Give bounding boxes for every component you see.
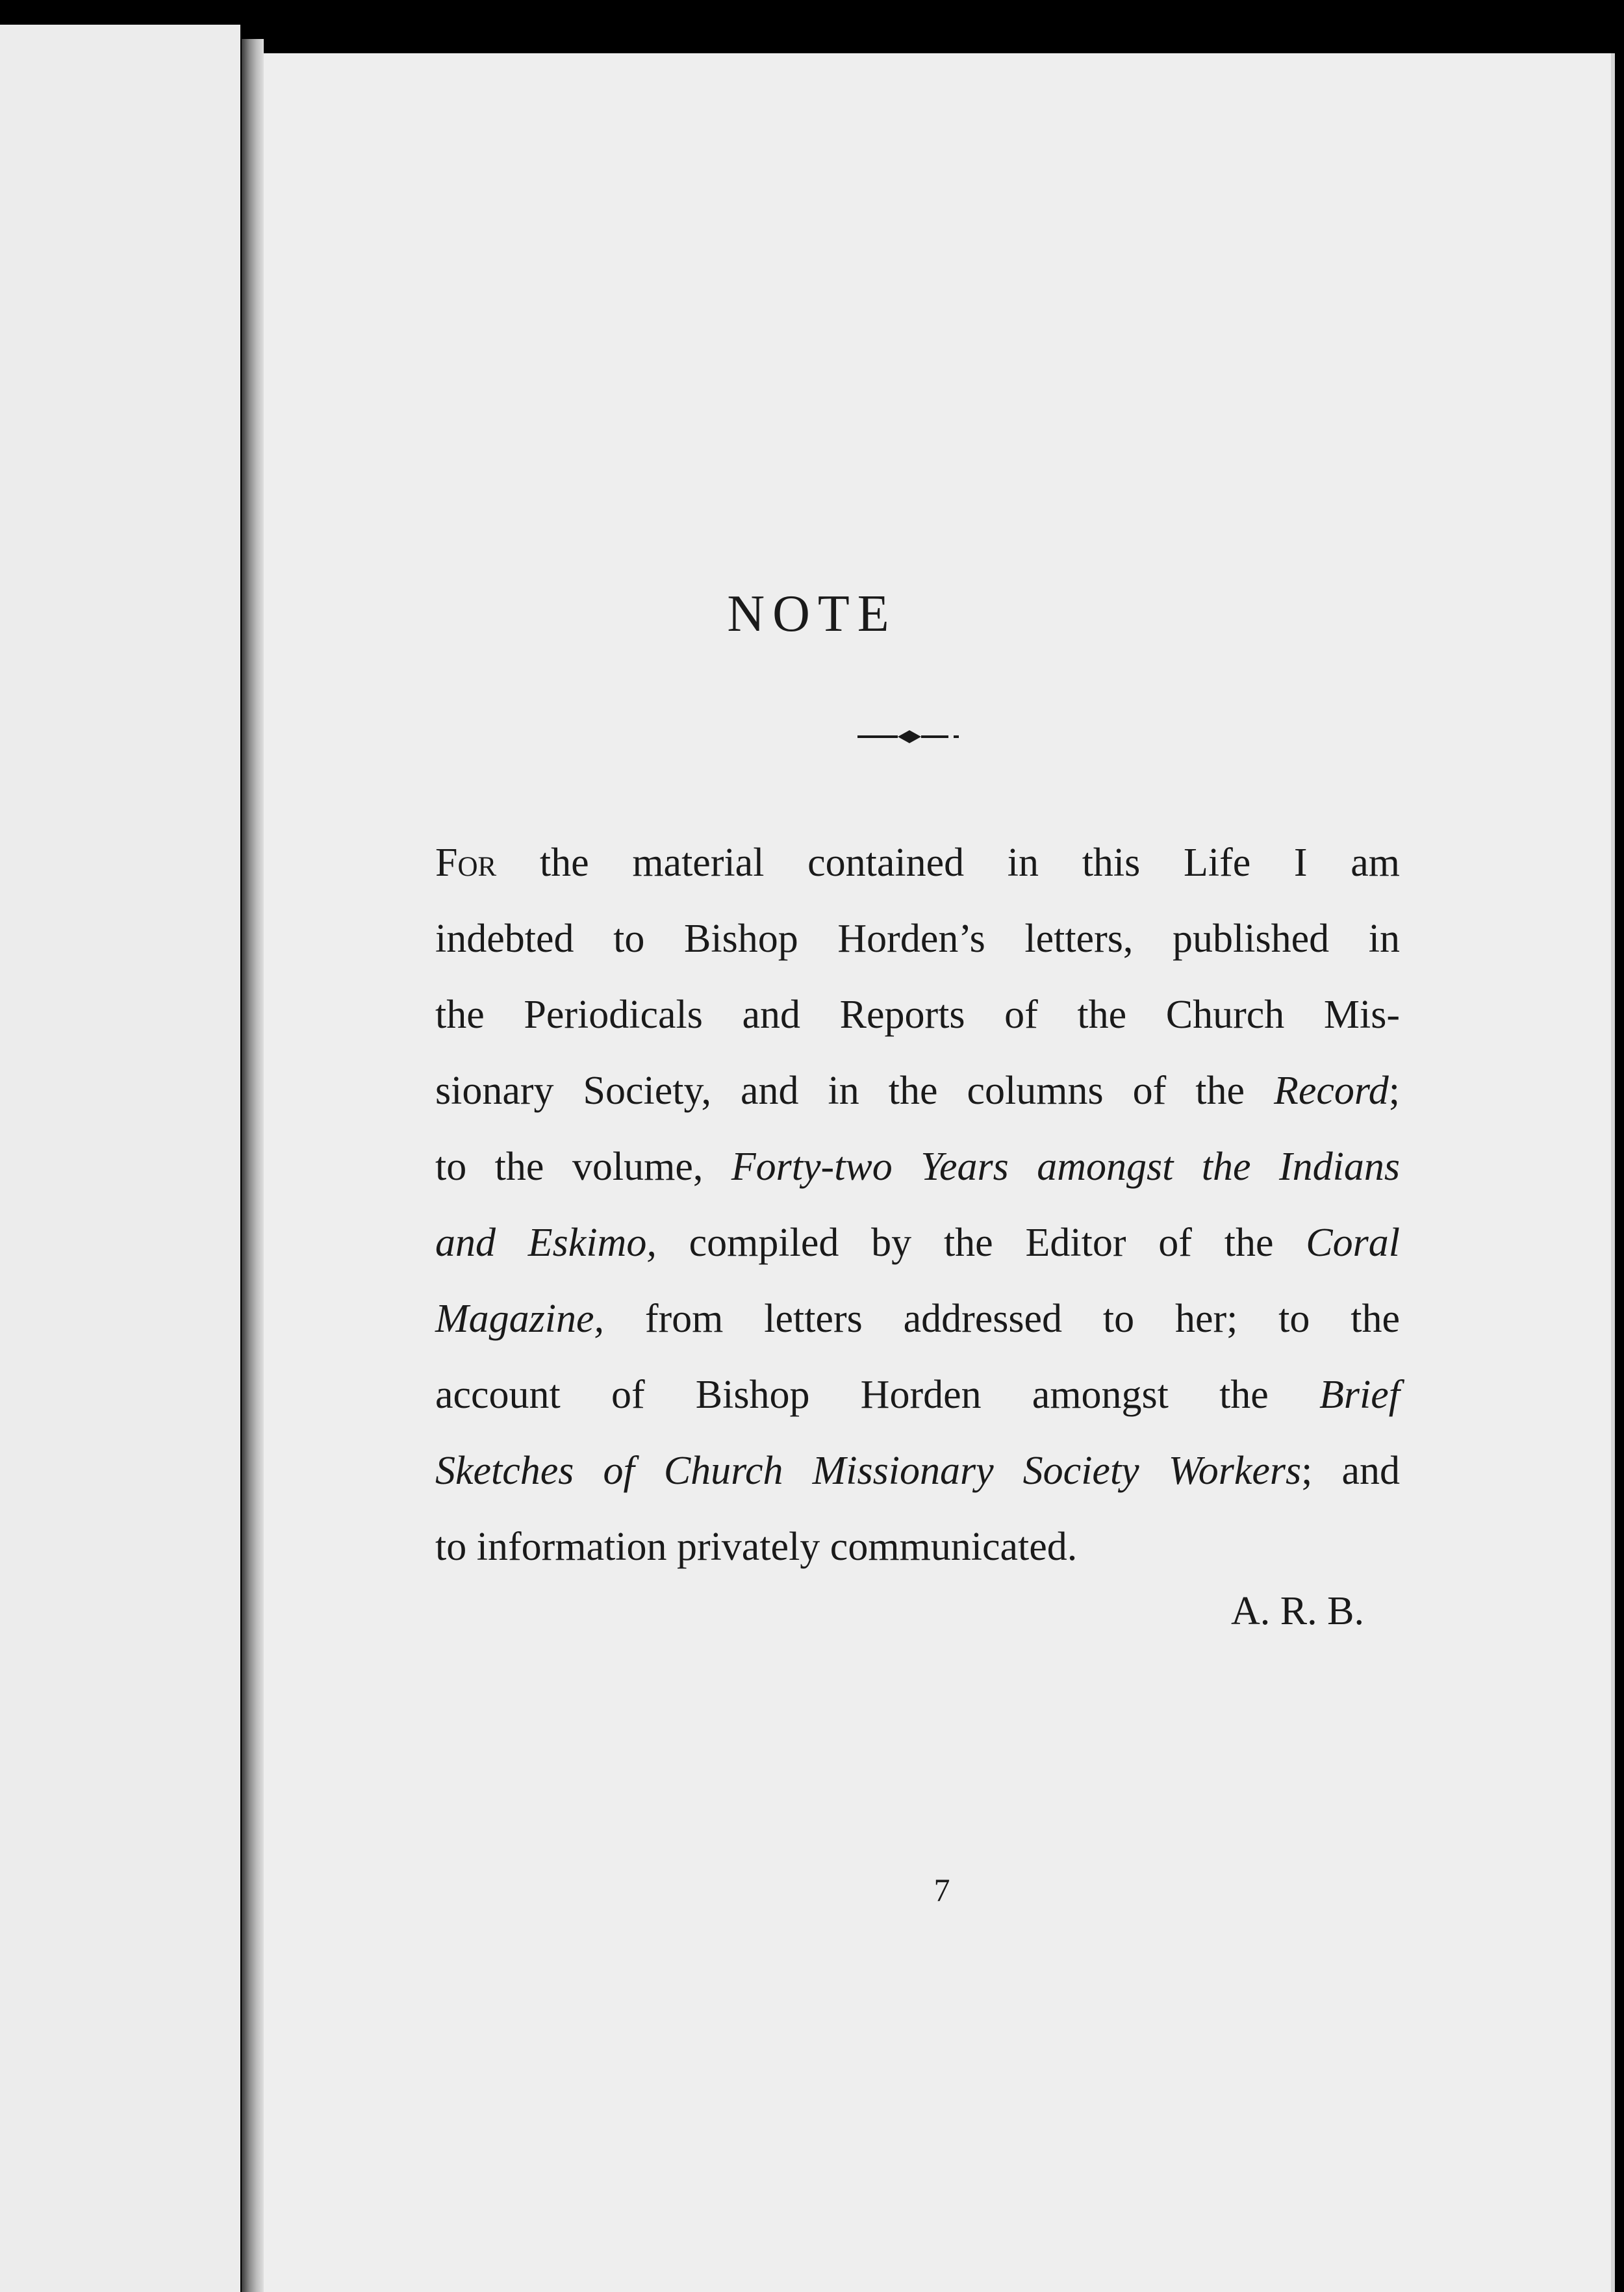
- body-line-1-rest: the material contained in this Life I am: [496, 841, 1400, 885]
- body-line-10: to information privately communicated.: [435, 1525, 1078, 1569]
- body-line-5: [435, 1129, 1400, 1205]
- body-line-2: indebted to Bishop Horden’s letters, published in: [435, 917, 1400, 961]
- sketches-title-part-2: Sketches of Church Missionary Society Workers: [435, 1449, 1302, 1493]
- book-gutter: [242, 39, 264, 2292]
- note-body: [435, 825, 1400, 1585]
- page-edge: [1611, 53, 1615, 2292]
- magazine-title-part-1: Coral: [1306, 1221, 1400, 1265]
- body-line-6: [435, 1205, 1400, 1281]
- page-number: 7: [933, 1872, 950, 1908]
- body-line-4-text: sionary Society, and in the columns of the: [435, 1069, 1275, 1113]
- body-line-8-text: account of Bishop Horden amongst the: [435, 1373, 1320, 1417]
- magazine-title-part-2: Magazine,: [435, 1297, 605, 1341]
- record-title: Record: [1274, 1069, 1389, 1113]
- body-line-1-lead: For: [435, 841, 497, 885]
- body-line-4: [435, 1053, 1400, 1129]
- book-title-part-2: and Eskimo,: [435, 1221, 657, 1265]
- body-line-7-text: from letters addressed to her; to the: [604, 1297, 1400, 1341]
- left-facing-page: [0, 25, 240, 2292]
- body-line-7: [435, 1281, 1400, 1357]
- sketches-title-part-1: Brief: [1319, 1373, 1400, 1417]
- page-heading: NOTE: [727, 585, 897, 643]
- body-line-1: [435, 825, 1400, 901]
- book-title-part-1: Forty-two Years amongst the Indians: [731, 1145, 1400, 1189]
- body-line-3: the Periodicals and Reports of the Church Mis-: [435, 993, 1400, 1037]
- author-initials: A. R. B.: [1231, 1589, 1364, 1633]
- body-line-4-punct: ;: [1388, 1069, 1400, 1113]
- body-line-6-text: compiled by the Editor of the: [656, 1221, 1306, 1265]
- divider-ornament: [857, 728, 961, 746]
- body-line-8: [435, 1357, 1400, 1433]
- body-line-9-text: ; and: [1301, 1449, 1400, 1493]
- body-line-9: [435, 1433, 1400, 1509]
- body-line-5-text: to the volume,: [435, 1145, 731, 1189]
